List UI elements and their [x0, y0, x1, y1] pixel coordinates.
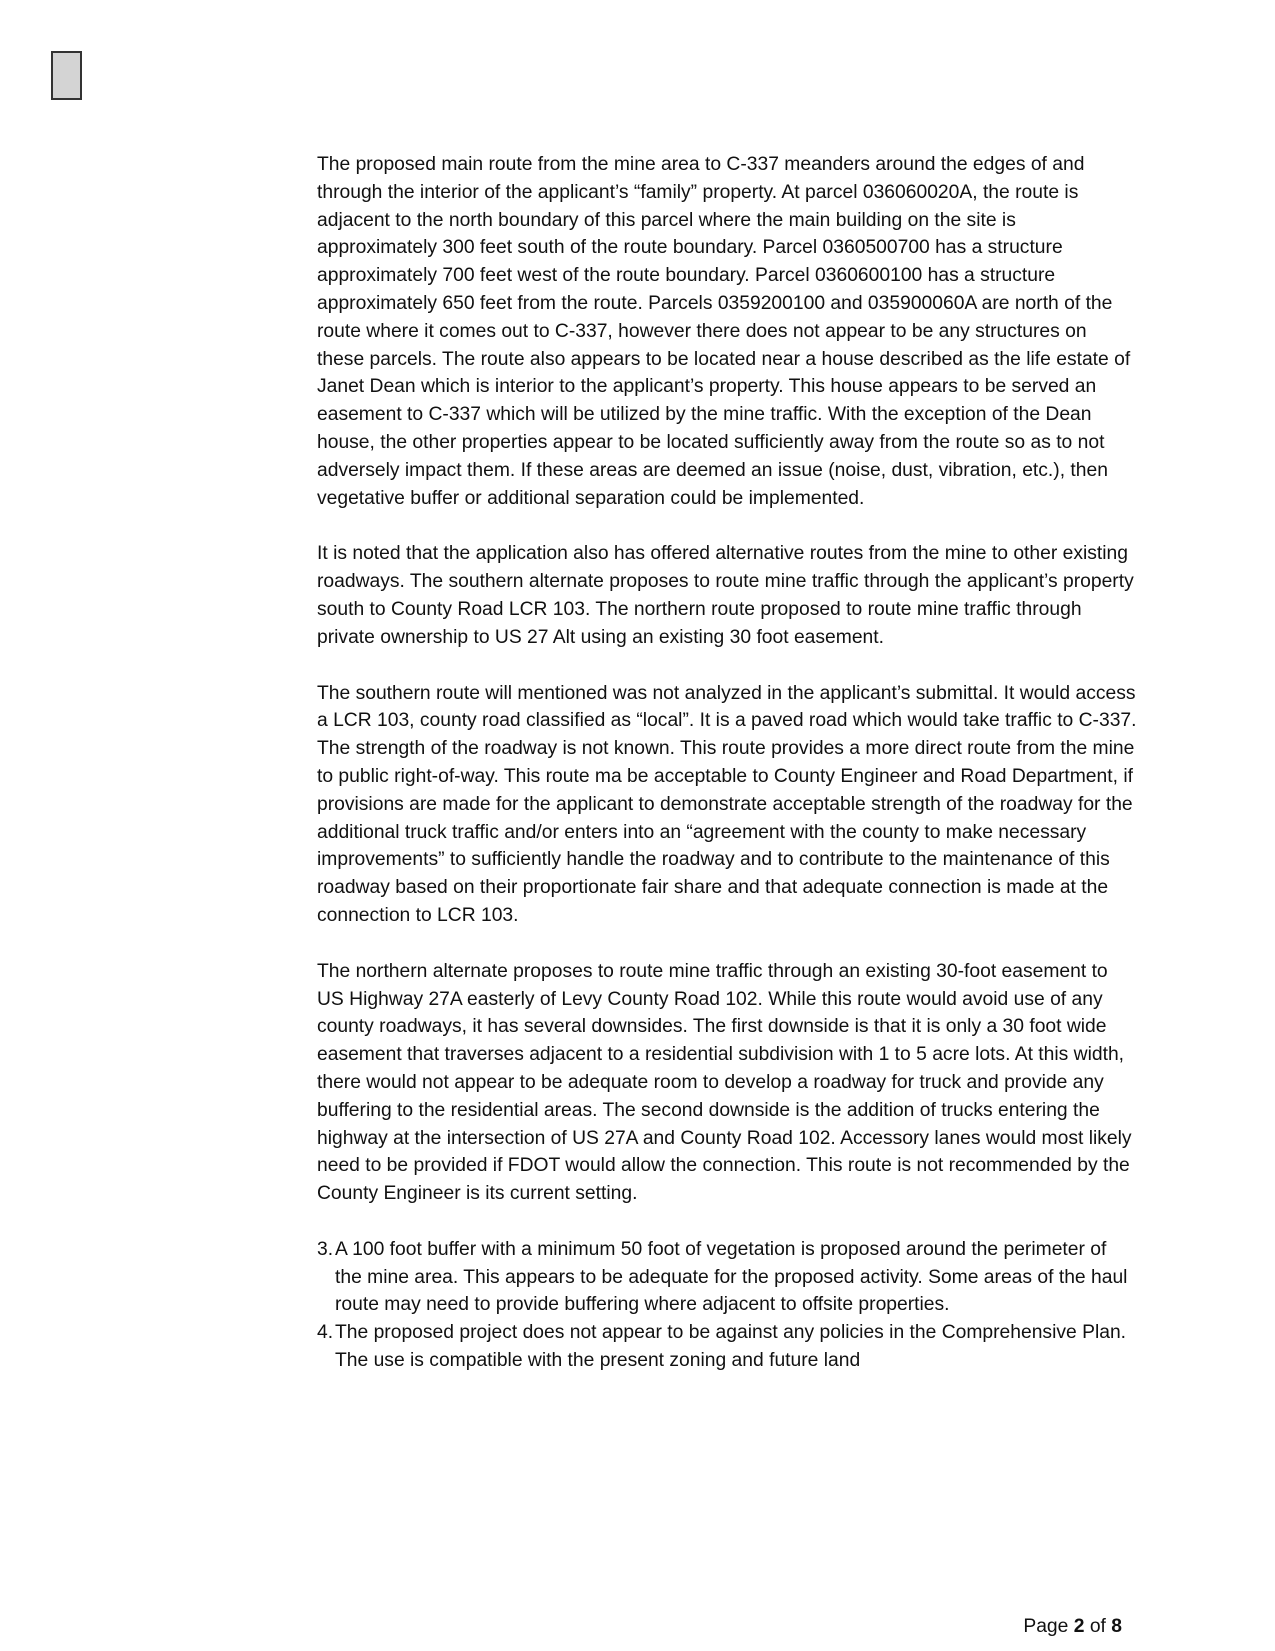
of-label: of: [1089, 1616, 1106, 1637]
list-item: [317, 1236, 1137, 1319]
page-number: 2: [1073, 1616, 1085, 1637]
numbered-list: [317, 1236, 1137, 1375]
paragraph-alternative-routes: It is noted that the application also has offered alternative routes from the mine to other existing roadways. The southern alternate proposes to route mine traffic through the applicant’s property south to County Road LCR 103. The northern route proposed to route mine traffic through private ownership to US 27 Alt using an existing 30 foot easement.: [317, 543, 1134, 648]
list-item-text: A 100 foot buffer with a minimum 50 foot of vegetation is proposed around the perimeter of the mine area. This appears to be adequate for the proposed activity. Some areas of the haul route may need to provide buffering where adjacent to offsite properties.: [335, 1238, 1128, 1316]
total-pages: 8: [1111, 1616, 1122, 1637]
page-label: Page: [1023, 1616, 1069, 1637]
list-item: [317, 1319, 1137, 1375]
corner-marker-box: [51, 51, 82, 100]
list-item-number: 4.: [317, 1322, 334, 1344]
paragraph-main-route: The proposed main route from the mine area to C-337 meanders around the edges of and through the interior of the applicant’s “family” property. At parcel 036060020A, the route is adjacent to the north boundary of this parcel where the main building on the site is approximately 300 feet south of the route boundary. Parcel 0360500700 has a structure approximately 700 feet west of the route boundary. Parcel 0360600100 has a structure approximately 650 feet from the route. Parcels 0359200100 and 035900060A are north of the route where it comes out to C-337, however there does not appear to be any structures on these parcels. The route also appears to be located near a house described as the life estate of Janet Dean which is interior to the applicant’s property. This house appears to be served an easement to C-337 which will be utilized by the mine traffic. With the exception of the Dean house, the other properties appear to be located sufficiently away from the route so as to not adversely impact them. If these areas are deemed an issue (noise, dust, vibration, etc.), then vegetative buffer or additional separation could be implemented.: [317, 154, 1131, 509]
list-item-text: The proposed project does not appear to be against any policies in the Comprehensive Plan. The use is compatible with the present zoning and future land: [335, 1322, 1127, 1372]
list-item-number: 3.: [317, 1238, 334, 1260]
page-footer: [1023, 1616, 1122, 1638]
document-body: [317, 151, 1137, 1375]
paragraph-southern-route: The southern route will mentioned was not analyzed in the applicant’s submittal. It would access a LCR 103, county road classified as “local”. It is a paved road which would take traffic to C-337. The strength of the roadway is not known. This route provides a more direct route from the mine to public right-of-way. This route ma be acceptable to County Engineer and Road Department, if provisions are made for the applicant to demonstrate acceptable strength of the roadway for the additional truck traffic and/or enters into an “agreement with the county to make necessary improvements” to sufficiently handle the roadway and to contribute to the maintenance of this roadway based on their proportionate fair share and that adequate connection is made at the connection to LCR 103.: [317, 682, 1137, 926]
paragraph-northern-route: The northern alternate proposes to route mine traffic through an existing 30-foot easement to US Highway 27A easterly of Levy County Road 102. While this route would avoid use of any county roadways, it has several downsides. The first downside is that it is only a 30 foot wide easement that traverses adjacent to a residential subdivision with 1 to 5 acre lots. At this width, there would not appear to be adequate room to develop a roadway for truck and provide any buffering to the residential areas. The second downside is the addition of trucks entering the highway at the intersection of US 27A and County Road 102. Accessory lanes would most likely need to be provided if FDOT would allow the connection. This route is not recommended by the County Engineer is its current setting.: [317, 960, 1132, 1205]
